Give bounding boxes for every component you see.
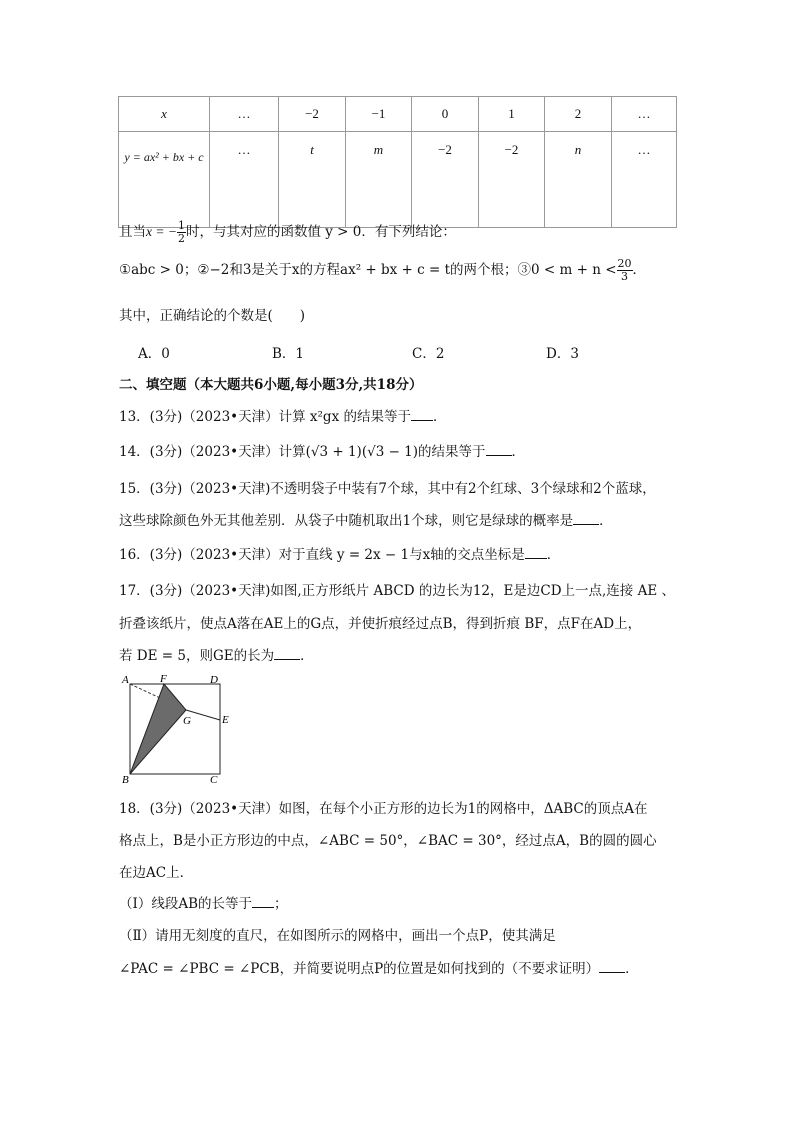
q18-part1-text: （Ⅰ）线段AB的长等于: [119, 896, 253, 912]
q15-text: 这些球除颜色外无其他差别．从袋子中随机取出1个球，则它是绿球的概率是: [119, 513, 574, 529]
answer-blank[interactable]: [274, 647, 300, 660]
table-cell: y = ax² + bx + c: [119, 132, 210, 228]
question-18-part1: [119, 892, 288, 912]
q16-text: 16．(3分)（2023•天津）对于直线 y = 2x − 1与x轴的交点坐标是: [119, 547, 525, 563]
q17-end: ．: [300, 648, 314, 664]
question-15-line1: 15．(3分)（2023•天津)不透明袋子中装有7个球，其中有2个红球、3个绿球和2个蓝球，: [119, 481, 656, 497]
q16-end: ．: [546, 547, 561, 563]
segment-ge: [186, 710, 220, 720]
question-14: [119, 440, 525, 460]
question-15-line2: [119, 509, 613, 529]
q18-part3-end: ．: [625, 961, 639, 977]
option-a: A．0: [138, 346, 170, 362]
fraction-denominator: 2: [177, 232, 185, 245]
section-heading: 二、填空题（本大题共6小题,每小题3分,共18分）: [119, 377, 423, 393]
q12-question: 其中，正确结论的个数是( ): [119, 308, 306, 324]
label-b: B: [122, 774, 129, 784]
question-17-line3: [119, 644, 314, 664]
table-cell: n: [545, 132, 612, 228]
answer-blank[interactable]: [599, 960, 625, 973]
table-cell: −2: [412, 132, 479, 228]
label-g: G: [183, 715, 191, 727]
option-b: B．1: [272, 346, 305, 362]
answer-blank[interactable]: [573, 512, 599, 525]
q12-cond-x: x = −: [146, 224, 177, 239]
option-d: D．3: [546, 346, 579, 362]
fraction-numerator: 1: [177, 219, 185, 232]
q12-conclusion-end: ．: [632, 262, 647, 278]
table-cell: 1: [479, 97, 545, 132]
table-cell: m: [346, 132, 412, 228]
q17-text: 若 DE = 5，则GE的长为: [119, 648, 275, 664]
fraction: [617, 258, 633, 283]
table-cell: …: [210, 97, 279, 132]
fraction-numerator: 20: [617, 257, 632, 270]
table-cell: x: [119, 97, 210, 132]
question-18-line1: 18．(3分)（2023•天津）如图，在每个小正方形的边长为1的网格中，ΔABC的顶点A在: [119, 801, 648, 817]
table-cell: t: [279, 132, 346, 228]
question-18-line3: 在边AC上．: [119, 865, 194, 881]
table-cell: …: [612, 97, 677, 132]
answer-blank[interactable]: [486, 443, 512, 456]
question-18-line2: 格点上，B是小正方形边的中点，∠ABC = 50°，∠BAC = 30°，经过点A，B的圆的圆心: [119, 833, 657, 849]
q13-end: ．: [432, 409, 447, 425]
q12-conclusion-text: ①abc > 0；②−2和3是关于x的方程ax² + bx + c = t的两个根；③0 < m + n <: [119, 262, 617, 278]
q12-cond-pre: 且当: [119, 224, 146, 240]
table-cell: −1: [346, 97, 412, 132]
table-cell: −2: [479, 132, 545, 228]
label-f: F: [160, 673, 167, 685]
q12-cond-post: 时，与其对应的函数值 y > 0．有下列结论：: [185, 224, 456, 240]
option-c: C．2: [412, 346, 445, 362]
question-18-part2: （Ⅱ）请用无刻度的直尺，在如图所示的网格中，画出一个点P，使其满足: [119, 928, 556, 944]
table-cell: …: [612, 132, 677, 228]
question-16: [119, 543, 560, 563]
label-c: C: [210, 774, 218, 784]
q14-end: ．: [511, 444, 526, 460]
label-e: E: [222, 714, 229, 726]
question-18-part3: [119, 957, 639, 977]
table-cell: −2: [279, 97, 346, 132]
answer-blank[interactable]: [411, 408, 433, 421]
value-table: [118, 96, 677, 228]
q15-end: ．: [599, 513, 613, 529]
q14-text: 14．(3分)（2023•天津）计算(√3 + 1)(√3 − 1)的结果等于: [119, 444, 486, 460]
label-d: D: [210, 674, 218, 686]
label-a: A: [122, 674, 129, 686]
square-fold-figure: [120, 672, 232, 784]
q13-text: 13．(3分)（2023•天津）计算 x²gx 的结果等于: [119, 409, 411, 425]
table-cell: 0: [412, 97, 479, 132]
table-cell: …: [210, 132, 279, 228]
q18-part1-end: ；: [274, 896, 288, 912]
table-cell: 2: [545, 97, 612, 132]
question-17-line2: 折叠该纸片，使点A落在AE上的G点，并使折痕经过点B，得到折痕 BF，点F在AD上，: [119, 616, 642, 632]
answer-blank[interactable]: [252, 895, 274, 908]
question-13: [119, 405, 446, 425]
q18-part3-text: ∠PAC = ∠PBC = ∠PCB，并简要说明点P的位置是如何找到的（不要求证明）: [119, 961, 600, 977]
q12-condition: [119, 220, 456, 245]
answer-blank[interactable]: [525, 546, 547, 559]
question-17-line1: 17．(3分)（2023•天津)如图,正方形纸片 ABCD 的边长为12，E是边CD上一点,连接 AE 、: [119, 583, 675, 599]
fraction: [177, 220, 186, 245]
fraction-denominator: 3: [621, 270, 629, 283]
q12-conclusions: [119, 258, 646, 283]
